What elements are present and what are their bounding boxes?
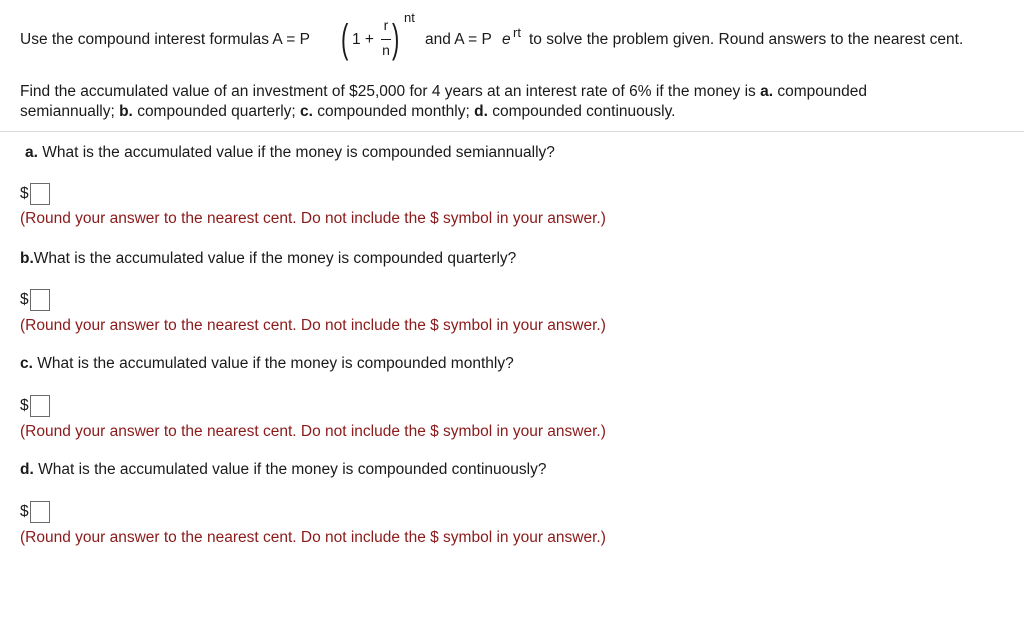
hint-c: (Round your answer to the nearest cent. Do not include the $ symbol in your answer.) [20, 423, 606, 440]
problem-d-text: compounded continuously. [492, 103, 676, 120]
fraction-numerator: r [383, 17, 389, 33]
intro-prefix: Use the compound interest formulas A = P [20, 31, 310, 48]
intro-one-plus: 1 + [352, 31, 374, 48]
answer-input-c[interactable] [30, 395, 50, 417]
question-a-text: What is the accumulated value if the money is compounded semiannually? [42, 144, 555, 161]
answer-row-b [20, 289, 50, 311]
question-d-text: What is the accumulated value if the money is compounded continuously? [38, 461, 547, 478]
dollar-sign: $ [20, 503, 29, 520]
problem-d-label: d. [474, 103, 488, 120]
question-c [20, 355, 514, 373]
dollar-sign: $ [20, 291, 29, 308]
hint-d: (Round your answer to the nearest cent. Do not include the $ symbol in your answer.) [20, 529, 606, 546]
problem-a-label: a. [760, 83, 774, 100]
answer-row-c [20, 395, 50, 417]
problem-b-label: b. [119, 103, 133, 120]
problem-b-text: compounded quarterly; [137, 103, 296, 120]
intro-e: e [502, 31, 511, 48]
problem-a-text: compounded [777, 83, 867, 100]
answer-row-d [20, 501, 50, 523]
answer-input-d[interactable] [30, 501, 50, 523]
close-paren: ) [392, 17, 400, 61]
problem-line-2 [20, 103, 675, 121]
question-c-text: What is the accumulated value if the money is compounded monthly? [37, 355, 514, 372]
question-b-label: b. [20, 250, 34, 267]
problem-line-1 [20, 83, 867, 101]
question-d [20, 461, 546, 479]
question-a-label: a. [25, 144, 38, 161]
divider [0, 131, 1024, 132]
hint-b: (Round your answer to the nearest cent. Do not include the $ symbol in your answer.) [20, 317, 606, 334]
intro-suffix: to solve the problem given. Round answers to the nearest cent. [529, 31, 964, 48]
question-c-label: c. [20, 355, 33, 372]
fraction-denominator: n [382, 42, 390, 58]
hint-a: (Round your answer to the nearest cent. Do not include the $ symbol in your answer.) [20, 210, 606, 227]
question-d-label: d. [20, 461, 34, 478]
question-a [25, 144, 555, 162]
intro-exponent: nt [404, 10, 415, 25]
problem-c-label: c. [300, 103, 313, 120]
answer-row-a [20, 183, 50, 205]
intro-rt: rt [513, 25, 521, 40]
problem-c-text: compounded monthly; [317, 103, 470, 120]
fraction-bar [381, 39, 391, 40]
dollar-sign: $ [20, 397, 29, 414]
open-paren: ( [341, 17, 349, 61]
question-b-text: What is the accumulated value if the money is compounded quarterly? [33, 250, 517, 267]
intro-middle: and A = P [425, 31, 492, 48]
answer-input-b[interactable] [30, 289, 50, 311]
answer-input-a[interactable] [30, 183, 50, 205]
question-b [20, 250, 516, 268]
dollar-sign: $ [20, 185, 29, 202]
problem-line1-text: Find the accumulated value of an investment of $25,000 for 4 years at an interest rate of 6% if the money is [20, 83, 756, 100]
problem-a-cont: semiannually; [20, 103, 115, 120]
